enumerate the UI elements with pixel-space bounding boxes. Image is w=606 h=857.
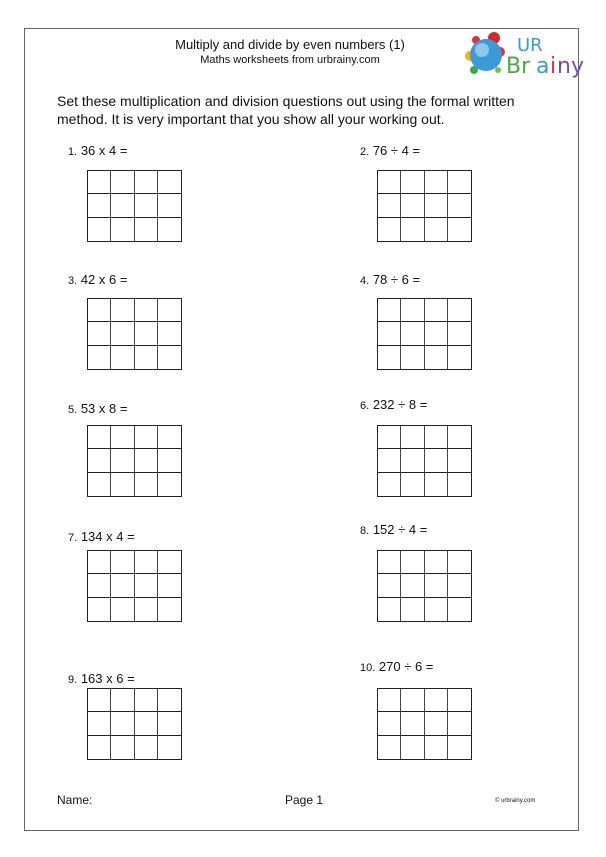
question-text: 232 ÷ 8 = [372,397,428,412]
grid-cell[interactable] [425,299,448,322]
question-text: 36 x 4 = [80,143,128,158]
grid-cell[interactable] [111,736,134,759]
grid-cell[interactable] [135,712,158,735]
grid-cell[interactable] [425,689,448,712]
grid-cell[interactable] [378,171,401,194]
grid-cell[interactable] [135,736,158,759]
working-grid-8[interactable] [377,550,472,622]
question-4 [360,272,420,287]
question-number: 2. [360,146,370,158]
grid-cell[interactable] [378,689,401,712]
grid-cell[interactable] [448,171,471,194]
grid-cell[interactable] [135,574,158,597]
question-text: 134 x 4 = [80,529,135,544]
grid-cell[interactable] [158,322,181,345]
grid-cell[interactable] [378,551,401,574]
grid-cell[interactable] [135,171,158,194]
grid-cell[interactable] [401,426,424,449]
grid-cell[interactable] [111,299,134,322]
grid-cell[interactable] [425,346,448,369]
question-number: 10. [360,662,376,674]
grid-cell[interactable] [378,598,401,621]
question-number: 3. [68,275,78,287]
grid-cell[interactable] [401,171,424,194]
question-8 [360,522,427,537]
grid-cell[interactable] [448,346,471,369]
grid-cell[interactable] [378,712,401,735]
question-6 [360,397,427,412]
svg-text:Br: Br [506,54,531,79]
grid-cell[interactable] [111,218,134,241]
grid-cell[interactable] [158,473,181,496]
grid-cell[interactable] [448,218,471,241]
grid-cell[interactable] [158,712,181,735]
grid-cell[interactable] [88,574,111,597]
copyright: © urbrainy.com [495,798,536,804]
grid-cell[interactable] [448,299,471,322]
grid-cell[interactable] [88,598,111,621]
question-number: 1. [68,146,78,158]
grid-cell[interactable] [111,426,134,449]
grid-cell[interactable] [378,473,401,496]
grid-cell[interactable] [135,473,158,496]
question-9 [68,671,135,686]
instructions: Set these multiplication and division questions out using the formal written method. It is very important that you show all your working out. [57,93,515,127]
grid-cell[interactable] [135,426,158,449]
question-number: 7. [68,532,78,544]
grid-cell[interactable] [111,574,134,597]
grid-cell[interactable] [88,171,111,194]
grid-cell[interactable] [425,171,448,194]
question-number: 5. [68,404,78,416]
working-grid-10[interactable] [377,688,472,760]
worksheet-title: Multiply and divide by even numbers (1) [175,37,405,52]
grid-cell[interactable] [135,598,158,621]
grid-cell[interactable] [158,171,181,194]
grid-cell[interactable] [448,712,471,735]
working-grid-7[interactable] [87,550,182,622]
svg-text:a: a [536,54,550,79]
grid-cell[interactable] [378,218,401,241]
grid-cell[interactable] [401,299,424,322]
svg-text:i: i [550,54,557,79]
question-10 [360,659,433,674]
grid-cell[interactable] [378,346,401,369]
grid-cell[interactable] [88,218,111,241]
grid-cell[interactable] [158,449,181,472]
grid-cell[interactable] [425,598,448,621]
question-2 [360,143,420,158]
grid-cell[interactable] [425,194,448,217]
grid-cell[interactable] [88,346,111,369]
grid-cell[interactable] [425,473,448,496]
grid-cell[interactable] [111,473,134,496]
grid-cell[interactable] [401,551,424,574]
grid-cell[interactable] [425,736,448,759]
grid-cell[interactable] [401,689,424,712]
grid-cell[interactable] [401,736,424,759]
grid-cell[interactable] [448,449,471,472]
grid-cell[interactable] [111,598,134,621]
grid-cell[interactable] [135,218,158,241]
grid-cell[interactable] [158,346,181,369]
svg-text:UR: UR [517,35,543,56]
grid-cell[interactable] [425,449,448,472]
grid-cell[interactable] [401,712,424,735]
question-text: 76 ÷ 4 = [372,143,421,158]
working-grid-5[interactable] [87,425,182,497]
grid-cell[interactable] [378,194,401,217]
grid-cell[interactable] [88,322,111,345]
working-grid-1[interactable] [87,170,182,242]
grid-cell[interactable] [88,449,111,472]
grid-cell[interactable] [378,426,401,449]
working-grid-2[interactable] [377,170,472,242]
grid-cell[interactable] [378,322,401,345]
grid-cell[interactable] [135,299,158,322]
worksheet-subtitle: Maths worksheets from urbrainy.com [200,54,380,66]
grid-cell[interactable] [425,426,448,449]
urbrainy-logo [462,30,584,82]
grid-cell[interactable] [158,689,181,712]
grid-cell[interactable] [88,473,111,496]
grid-cell[interactable] [425,551,448,574]
grid-cell[interactable] [88,194,111,217]
grid-cell[interactable] [425,218,448,241]
grid-cell[interactable] [111,194,134,217]
grid-cell[interactable] [111,346,134,369]
question-text: 163 x 6 = [80,671,135,686]
grid-cell[interactable] [448,194,471,217]
name-label: Name: [57,793,93,807]
grid-cell[interactable] [378,736,401,759]
grid-cell[interactable] [401,598,424,621]
grid-cell[interactable] [135,322,158,345]
grid-cell[interactable] [135,689,158,712]
grid-cell[interactable] [401,473,424,496]
question-text: 270 ÷ 6 = [378,659,434,674]
grid-cell[interactable] [448,473,471,496]
question-text: 42 x 6 = [80,272,128,287]
grid-cell[interactable] [135,194,158,217]
grid-cell[interactable] [135,346,158,369]
grid-cell[interactable] [111,689,134,712]
grid-cell[interactable] [401,322,424,345]
working-grid-9[interactable] [87,688,182,760]
question-1 [68,143,127,158]
question-5 [68,401,127,416]
grid-cell[interactable] [448,426,471,449]
grid-cell[interactable] [88,736,111,759]
grid-cell[interactable] [425,712,448,735]
grid-cell[interactable] [425,574,448,597]
question-text: 152 ÷ 4 = [372,522,428,537]
grid-cell[interactable] [448,574,471,597]
grid-cell[interactable] [111,551,134,574]
grid-cell[interactable] [158,551,181,574]
page-number: Page 1 [285,793,324,807]
question-number: 6. [360,400,370,412]
grid-cell[interactable] [378,574,401,597]
grid-cell[interactable] [158,736,181,759]
working-grid-4[interactable] [377,298,472,370]
svg-text:ny: ny [557,54,584,79]
grid-cell[interactable] [448,736,471,759]
grid-cell[interactable] [111,712,134,735]
working-grid-6[interactable] [377,425,472,497]
question-number: 8. [360,525,370,537]
question-3 [68,272,127,287]
question-number: 4. [360,275,370,287]
grid-cell[interactable] [158,299,181,322]
grid-cell[interactable] [448,322,471,345]
grid-cell[interactable] [158,426,181,449]
grid-cell[interactable] [158,598,181,621]
grid-cell[interactable] [111,449,134,472]
grid-cell[interactable] [448,551,471,574]
grid-cell[interactable] [401,346,424,369]
grid-cell[interactable] [135,551,158,574]
grid-cell[interactable] [401,218,424,241]
grid-cell[interactable] [401,194,424,217]
grid-cell[interactable] [88,299,111,322]
question-text: 78 ÷ 6 = [372,272,421,287]
grid-cell[interactable] [88,426,111,449]
grid-cell[interactable] [158,194,181,217]
grid-cell[interactable] [88,689,111,712]
grid-cell[interactable] [88,551,111,574]
grid-cell[interactable] [111,171,134,194]
grid-cell[interactable] [448,689,471,712]
grid-cell[interactable] [111,322,134,345]
grid-cell[interactable] [135,449,158,472]
question-text: 53 x 8 = [80,401,128,416]
grid-cell[interactable] [401,449,424,472]
grid-cell[interactable] [448,598,471,621]
grid-cell[interactable] [88,712,111,735]
working-grid-3[interactable] [87,298,182,370]
grid-cell[interactable] [158,218,181,241]
grid-cell[interactable] [158,574,181,597]
grid-cell[interactable] [425,322,448,345]
grid-cell[interactable] [401,574,424,597]
question-7 [68,529,135,544]
question-number: 9. [68,674,78,686]
grid-cell[interactable] [378,299,401,322]
grid-cell[interactable] [378,449,401,472]
